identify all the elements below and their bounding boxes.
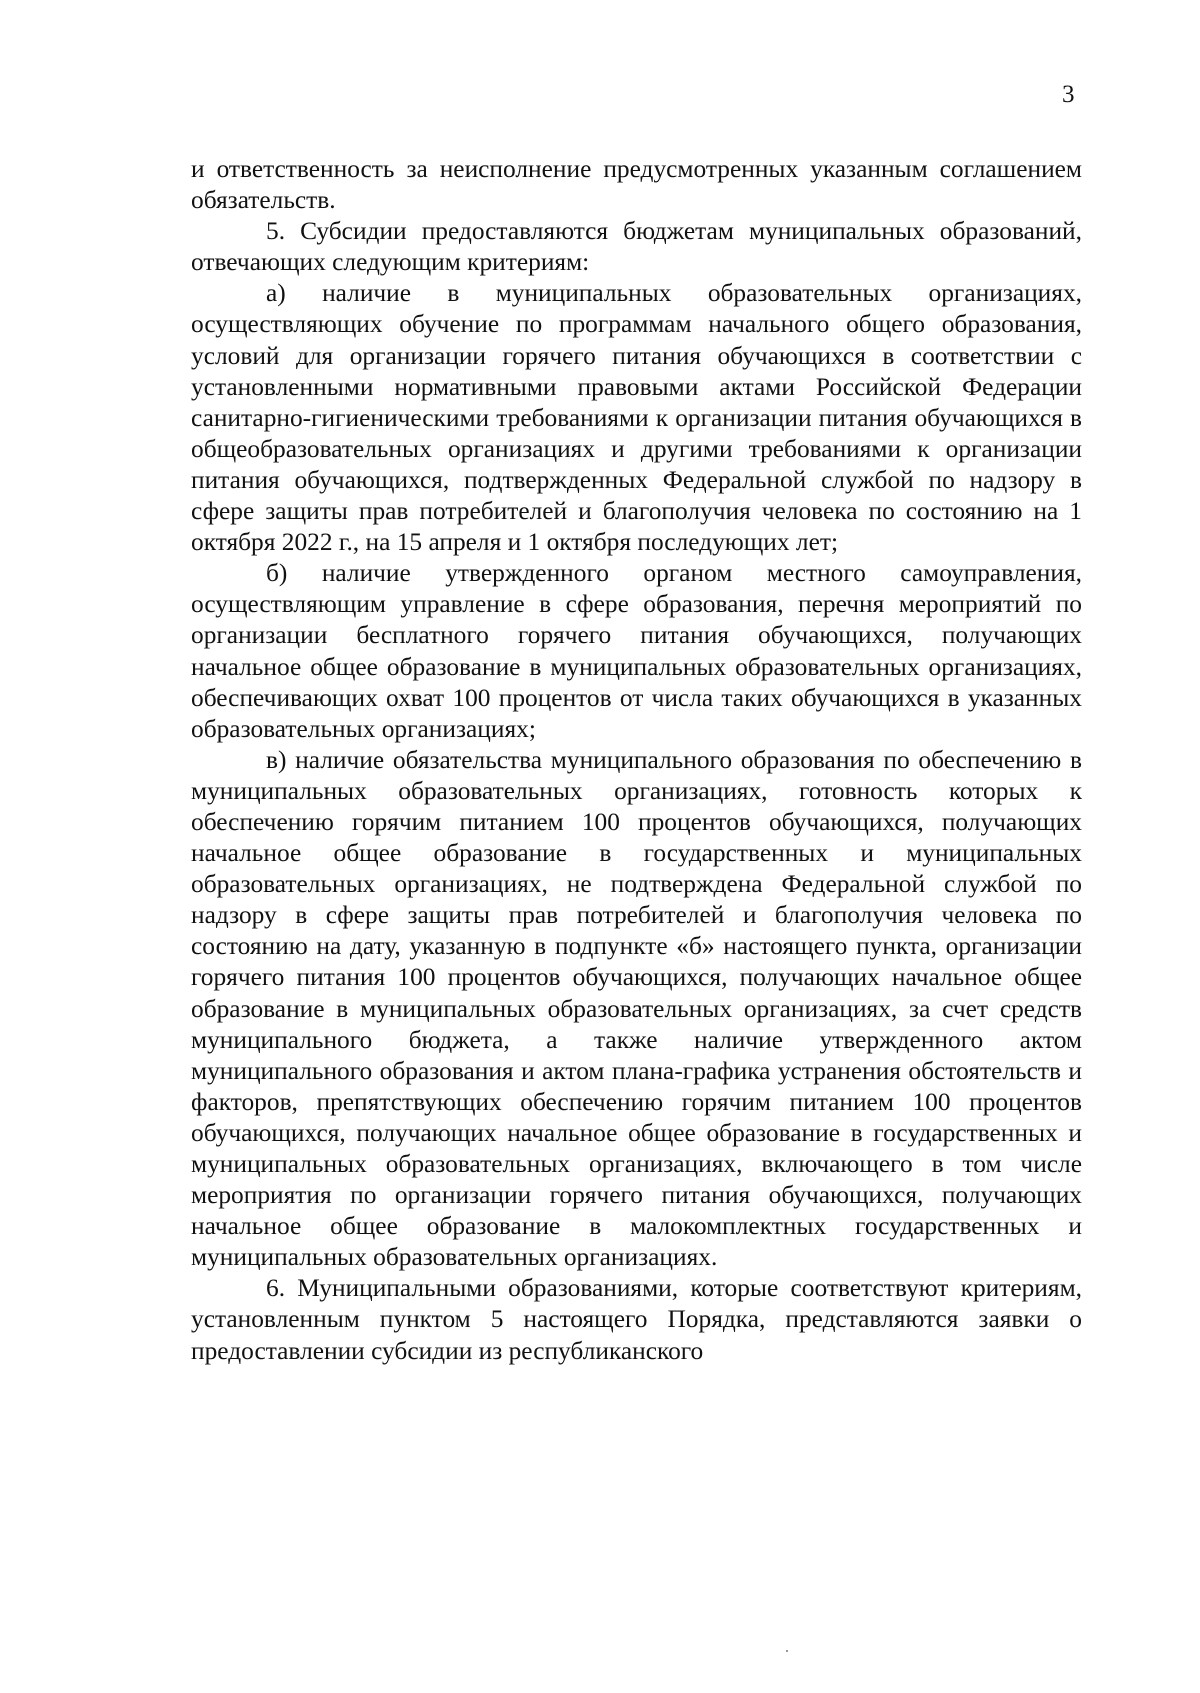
scan-speck [786, 1650, 788, 1652]
document-body [191, 154, 1082, 1367]
paragraph-subitem-v: в) наличие обязательства муниципального образования по обеспечению в муниципальных образовательных организациях, готовность которых к обеспечению горячим питанием 100 процентов обучающихся, получающих начальное общее образование в государственных и муниципальных образовательных организациях, не подтверждена Федеральной службой по надзору в сфере защиты прав потребителей и благополучия человека по состоянию на дату, указанную в подпункте «б» настоящего пункта, организации горячего питания 100 процентов обучающихся, получающих начальное общее образование в муниципальных образовательных организациях, за счет средств муниципального бюджета, а также наличие утвержденного актом муниципального образования и актом плана-графика устранения обстоятельств и факторов, препятствующих обеспечению горячим питанием 100 процентов обучающихся, получающих начальное общее образование в государственных и муниципальных образовательных организациях, включающего в том числе мероприятия по организации горячего питания обучающихся, получающих начальное общее образование в малокомплектных государственных и муниципальных образовательных организациях. [191, 745, 1082, 1272]
paragraph-item-5: 5. Субсидии предоставляются бюджетам муниципальных образований, отвечающих следующим критериям: [191, 217, 1082, 277]
paragraph-continuation: и ответственность за неисполнение предусмотренных указанным соглашением обязательств. [191, 155, 1082, 215]
paragraph-subitem-b: б) наличие утвержденного органом местного самоуправления, осуществляющим управление в сфере образования, перечня мероприятий по организации бесплатного горячего питания обучающихся, получающих начальное общее образование в муниципальных образовательных организациях, обеспечивающих охват 100 процентов от числа таких обучающихся в указанных образовательных организациях; [191, 559, 1082, 743]
page-number: 3 [1062, 81, 1075, 108]
paragraph-item-6: 6. Муниципальными образованиями, которые соответствуют критериям, установленным пунктом 5 настоящего Порядка, представляются заявки о предоставлении субсидии из республиканского [191, 1274, 1082, 1365]
paragraph-subitem-a: а) наличие в муниципальных образовательных организациях, осуществляющих обучение по программам начального общего образования, условий для организации горячего питания обучающихся в соответствии с установленными нормативными правовыми актами Российской Федерации санитарно-гигиеническими требованиями к организации питания обучающихся в общеобразовательных организациях и другими требованиями к организации питания обучающихся, подтвержденных Федеральной службой по надзору в сфере защиты прав потребителей и благополучия человека по состоянию на 1 октября 2022 г., на 15 апреля и 1 октября последующих лет; [191, 279, 1082, 557]
